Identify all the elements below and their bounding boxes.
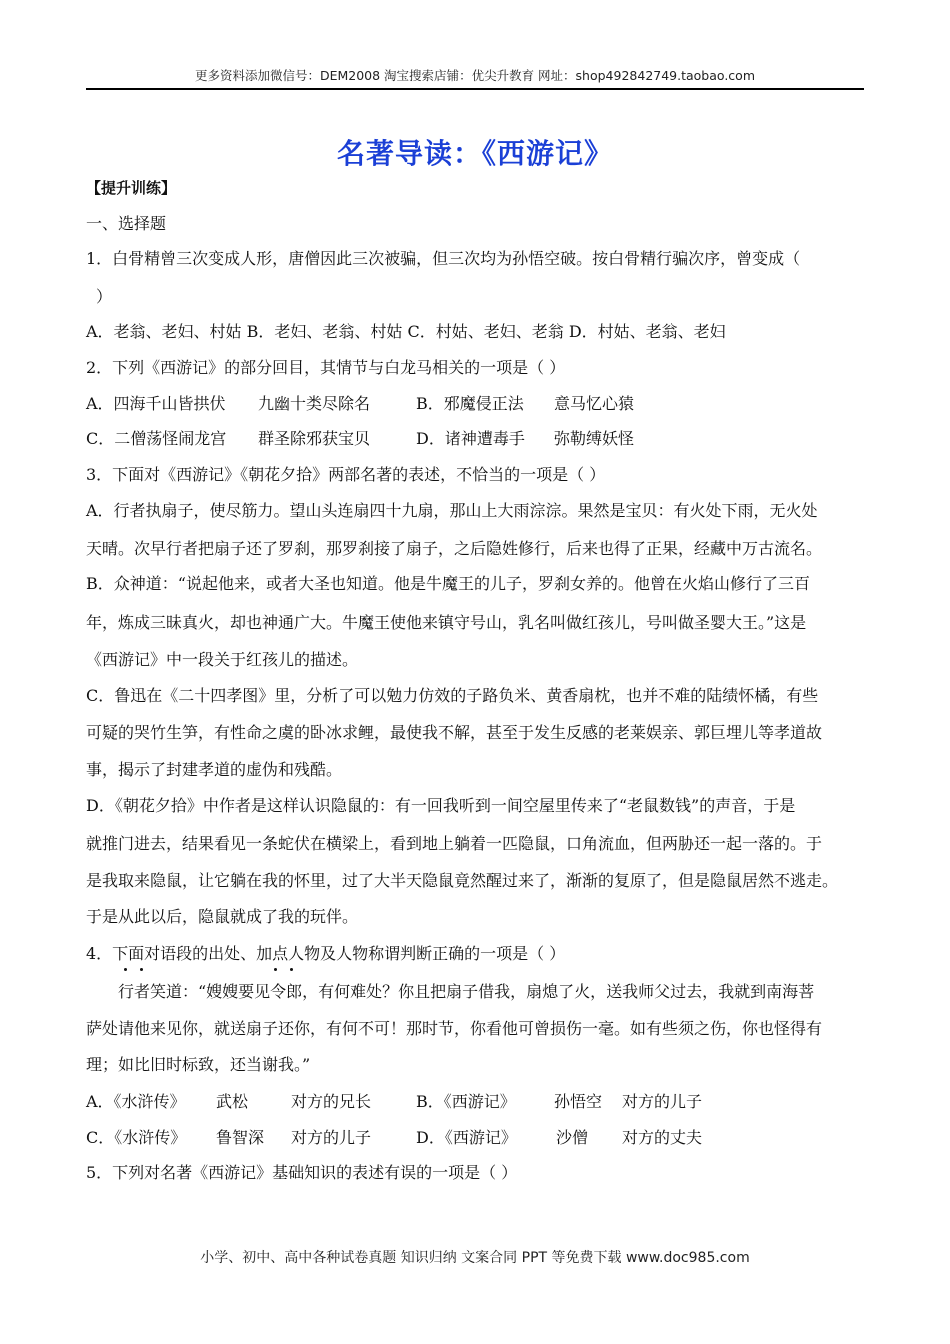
q2-option-a-second: 九幽十类尽除名 xyxy=(258,394,371,413)
q3-option-c-line2: 可疑的哭竹生笋，有性命之虞的卧冰求鲤，最使我不解，甚至于发生反感的老莱娱亲、郭巨埋儿等孝道故 xyxy=(86,723,823,742)
q2-option-a: A．四海千山皆拱伏 xyxy=(86,394,226,413)
q4-option-d: D．《西游记》 xyxy=(416,1128,517,1147)
q4-option-a-title: 对方的兄长 xyxy=(291,1092,372,1111)
q2-option-b: B．邪魔侵正法 xyxy=(416,394,524,413)
q1-stem-line1: 1．白骨精曾三次变成人形，唐僧因此三次被骗，但三次均为孙悟空破。按白骨精行骗次序，曾变成（ xyxy=(86,249,801,268)
q2-option-d: D．诸神遭毒手 xyxy=(416,429,525,448)
q4-option-a-person: 武松 xyxy=(216,1092,249,1111)
q2-option-d-second: 弥勒缚妖怪 xyxy=(554,429,635,448)
q3-option-c-line3: 事，揭示了封建孝道的虚伪和残酷。 xyxy=(86,760,343,779)
page-footer: 小学、初中、高中各种试卷真题 知识归纳 文案合同 PPT 等免费下载 www.doc985.com xyxy=(200,1250,750,1266)
emphasis-dot xyxy=(124,968,127,971)
q4-quote-line1: 行者笑道：“嫂嫂要见令郎，有何难处？你且把扇子借我，扇熄了火，送我师父过去，我就到南海菩 xyxy=(118,982,815,1001)
q3-option-c-line1: C．鲁迅在《二十四孝图》里，分析了可以勉力仿效的子路负米、黄香扇枕，也并不难的陆绩怀橘，有些 xyxy=(86,686,819,705)
q3-option-b-line3: 《西游记》中一段关于红孩儿的描述。 xyxy=(86,650,359,669)
q3-option-b-line1: B．众神道：“说起他来，或者大圣也知道。他是牛魔王的儿子，罗刹女养的。他曾在火焰山修行了三百 xyxy=(86,574,810,593)
q4-option-b-title: 对方的儿子 xyxy=(622,1092,703,1111)
q4-option-b-person: 孙悟空 xyxy=(554,1092,603,1111)
q4-option-d-title: 对方的丈夫 xyxy=(622,1128,703,1147)
emphasis-dot xyxy=(290,968,293,971)
page-title: 名著导读：《西游记》 xyxy=(336,137,613,170)
q1-stem-line2: ） xyxy=(96,287,113,306)
q3-stem: 3．下面对《西游记》《朝花夕拾》两部名著的表述，不恰当的一项是（ ） xyxy=(86,465,606,484)
q2-option-b-second: 意马忆心猿 xyxy=(554,394,635,413)
emphasis-dot xyxy=(274,968,277,971)
q3-option-a-line2: 天晴。次早行者把扇子还了罗刹，那罗刹接了扇子，之后隐姓修行，后来也得了正果，经藏中万古流名。 xyxy=(86,539,823,558)
q4-quote-line2: 萨处请他来见你，就送扇子还你，有何不可！那时节，你看他可曾损伤一毫。如有些须之伤，你也怪得有 xyxy=(86,1019,823,1038)
q4-quote-line3: 理；如比旧时标致，还当谢我。” xyxy=(86,1055,311,1074)
q1-options: A．老翁、老妇、村姑 B．老妇、老翁、村姑 C．村姑、老妇、老翁 D．村姑、老翁、老妇 xyxy=(86,322,726,341)
q2-stem: 2．下列《西游记》的部分回目，其情节与白龙马相关的一项是（ ） xyxy=(86,358,566,377)
q3-option-b-line2: 年，炼成三昧真火，却也神通广大。牛魔王使他来镇守号山，乳名叫做红孩儿，号叫做圣婴大王。”这是 xyxy=(86,613,807,632)
q3-option-d-line3: 是我取来隐鼠，让它躺在我的怀里，过了大半天隐鼠竟然醒过来了，渐渐的复原了，但是隐鼠居然不逃走。 xyxy=(86,871,839,890)
q2-option-c-second: 群圣除邪获宝贝 xyxy=(258,429,371,448)
q4-option-c: C．《水浒传》 xyxy=(86,1128,187,1147)
header-divider xyxy=(86,88,864,90)
q4-option-c-title: 对方的儿子 xyxy=(291,1128,372,1147)
q3-option-a-line1: A．行者执扇子，使尽筋力。望山头连扇四十九扇，那山上大雨淙淙。果然是宝贝：有火处下雨，无火处 xyxy=(86,501,818,520)
section-label: 【提升训练】 xyxy=(86,179,177,197)
q5-stem: 5．下列对名著《西游记》基础知识的表述有误的一项是（ ） xyxy=(86,1163,518,1182)
q3-option-d-line1: D．《朝花夕拾》中作者是这样认识隐鼠的：有一回我听到一间空屋里传来了“老鼠数钱”的声音，于是 xyxy=(86,796,796,815)
q4-stem: 4．下面对语段的出处、加点人物及人物称谓判断正确的一项是（ ） xyxy=(86,944,566,963)
q3-option-d-line2: 就推门进去，结果看见一条蛇伏在横梁上，看到地上躺着一匹隐鼠，口角流血，但两胁还一起一落的。于 xyxy=(86,834,823,853)
q4-option-c-person: 鲁智深 xyxy=(216,1128,265,1147)
q4-option-d-person: 沙僧 xyxy=(556,1128,589,1147)
page-header: 更多资料添加微信号：DEM2008 淘宝搜索店铺：优尖升教育 网址：shop492842749.taobao.com xyxy=(194,68,756,83)
q3-option-d-line4: 于是从此以后，隐鼠就成了我的玩伴。 xyxy=(86,907,359,926)
q2-option-c: C．二僧荡怪闹龙宫 xyxy=(86,429,227,448)
q4-option-a: A．《水浒传》 xyxy=(86,1092,186,1111)
q4-option-b: B．《西游记》 xyxy=(416,1092,516,1111)
emphasis-dot xyxy=(140,968,143,971)
part-label: 一、选择题 xyxy=(86,214,167,233)
